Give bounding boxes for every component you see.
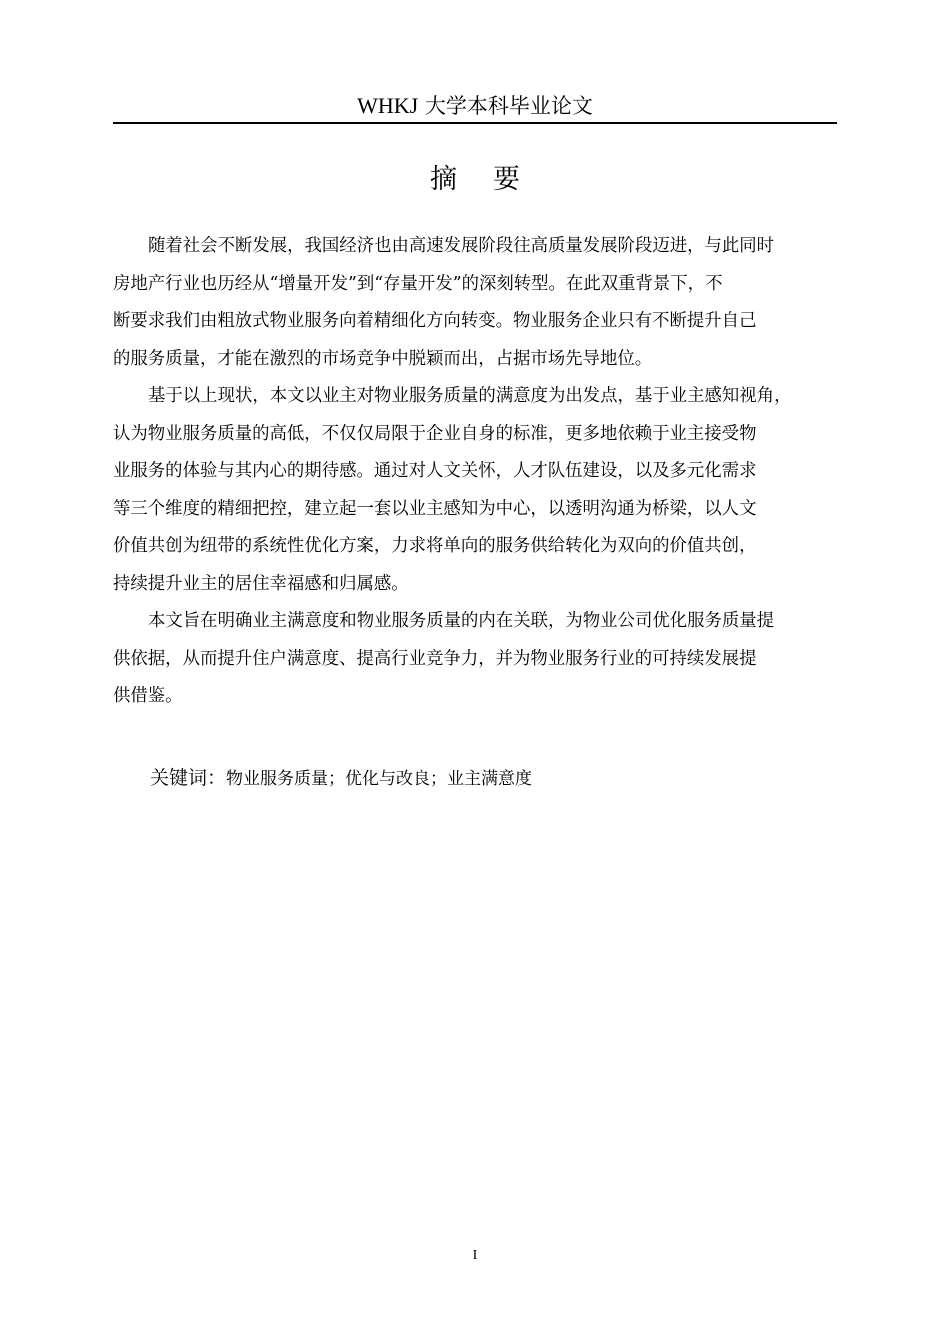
paragraph-line: 供依据，从而提升住户满意度、提高行业竞争力，并为物业服务行业的可持续发展提 <box>113 648 757 669</box>
paragraph-line: 认为物业服务质量的高低，不仅仅局限于企业自身的标准，更多地依赖于业主接受物 <box>113 423 757 444</box>
paragraph-line: 断要求我们由粗放式物业服务向着精细化方向转变。物业服务企业只有不断提升自己 <box>113 311 757 331</box>
paragraph-line: 等三个维度的精细把控，建立起一套以业主感知为中心，以透明沟通为桥梁，以人文 <box>113 498 757 519</box>
abstract-body <box>113 228 837 716</box>
paragraph-line: 价值共创为纽带的系统性优化方案，力求将单向的服务供给转化为双向的价值共创， <box>113 536 757 556</box>
paragraph-line: 本文旨在明确业主满意度和物业服务质量的内在关联，为物业公司优化服务质量提 <box>148 611 775 631</box>
paragraph-line: 供借鉴。 <box>113 686 183 706</box>
header-prefix: WHKJ <box>357 93 419 118</box>
abstract-paragraph-2 <box>113 378 837 603</box>
paragraph-line: 业服务的体验与其内心的期待感。通过对人文关怀，人才队伍建设，以及多元化需求 <box>113 461 757 481</box>
paragraph-line: 随着社会不断发展，我国经济也由高速发展阶段往高质量发展阶段迈进，与此同时 <box>148 236 775 256</box>
paragraph-line: 持续提升业主的居住幸福感和归属感。 <box>113 573 409 594</box>
abstract-title: 摘要 <box>430 164 556 195</box>
header-title: 大学本科毕业论文 <box>424 94 593 118</box>
abstract-paragraph-1 <box>113 228 837 378</box>
abstract-paragraph-3 <box>113 603 837 716</box>
keywords <box>150 760 830 797</box>
paragraph-line: 的服务质量，才能在激烈的市场竞争中脱颖而出，占据市场先导地位。 <box>113 348 653 369</box>
page-number: I <box>472 1248 478 1263</box>
paragraph-line: 基于以上现状，本文以业主对物业服务质量的满意度为出发点，基于业主感知视角， <box>148 386 792 406</box>
keywords-value: 物业服务质量；优化与改良；业主满意度 <box>226 769 533 789</box>
paragraph-line: 房地产行业也历经从“增量开发”到“存量开发”的深刻转型。在此双重背景下，不 <box>113 273 723 294</box>
page-header <box>113 90 837 124</box>
keywords-label: 关键词： <box>150 767 227 789</box>
